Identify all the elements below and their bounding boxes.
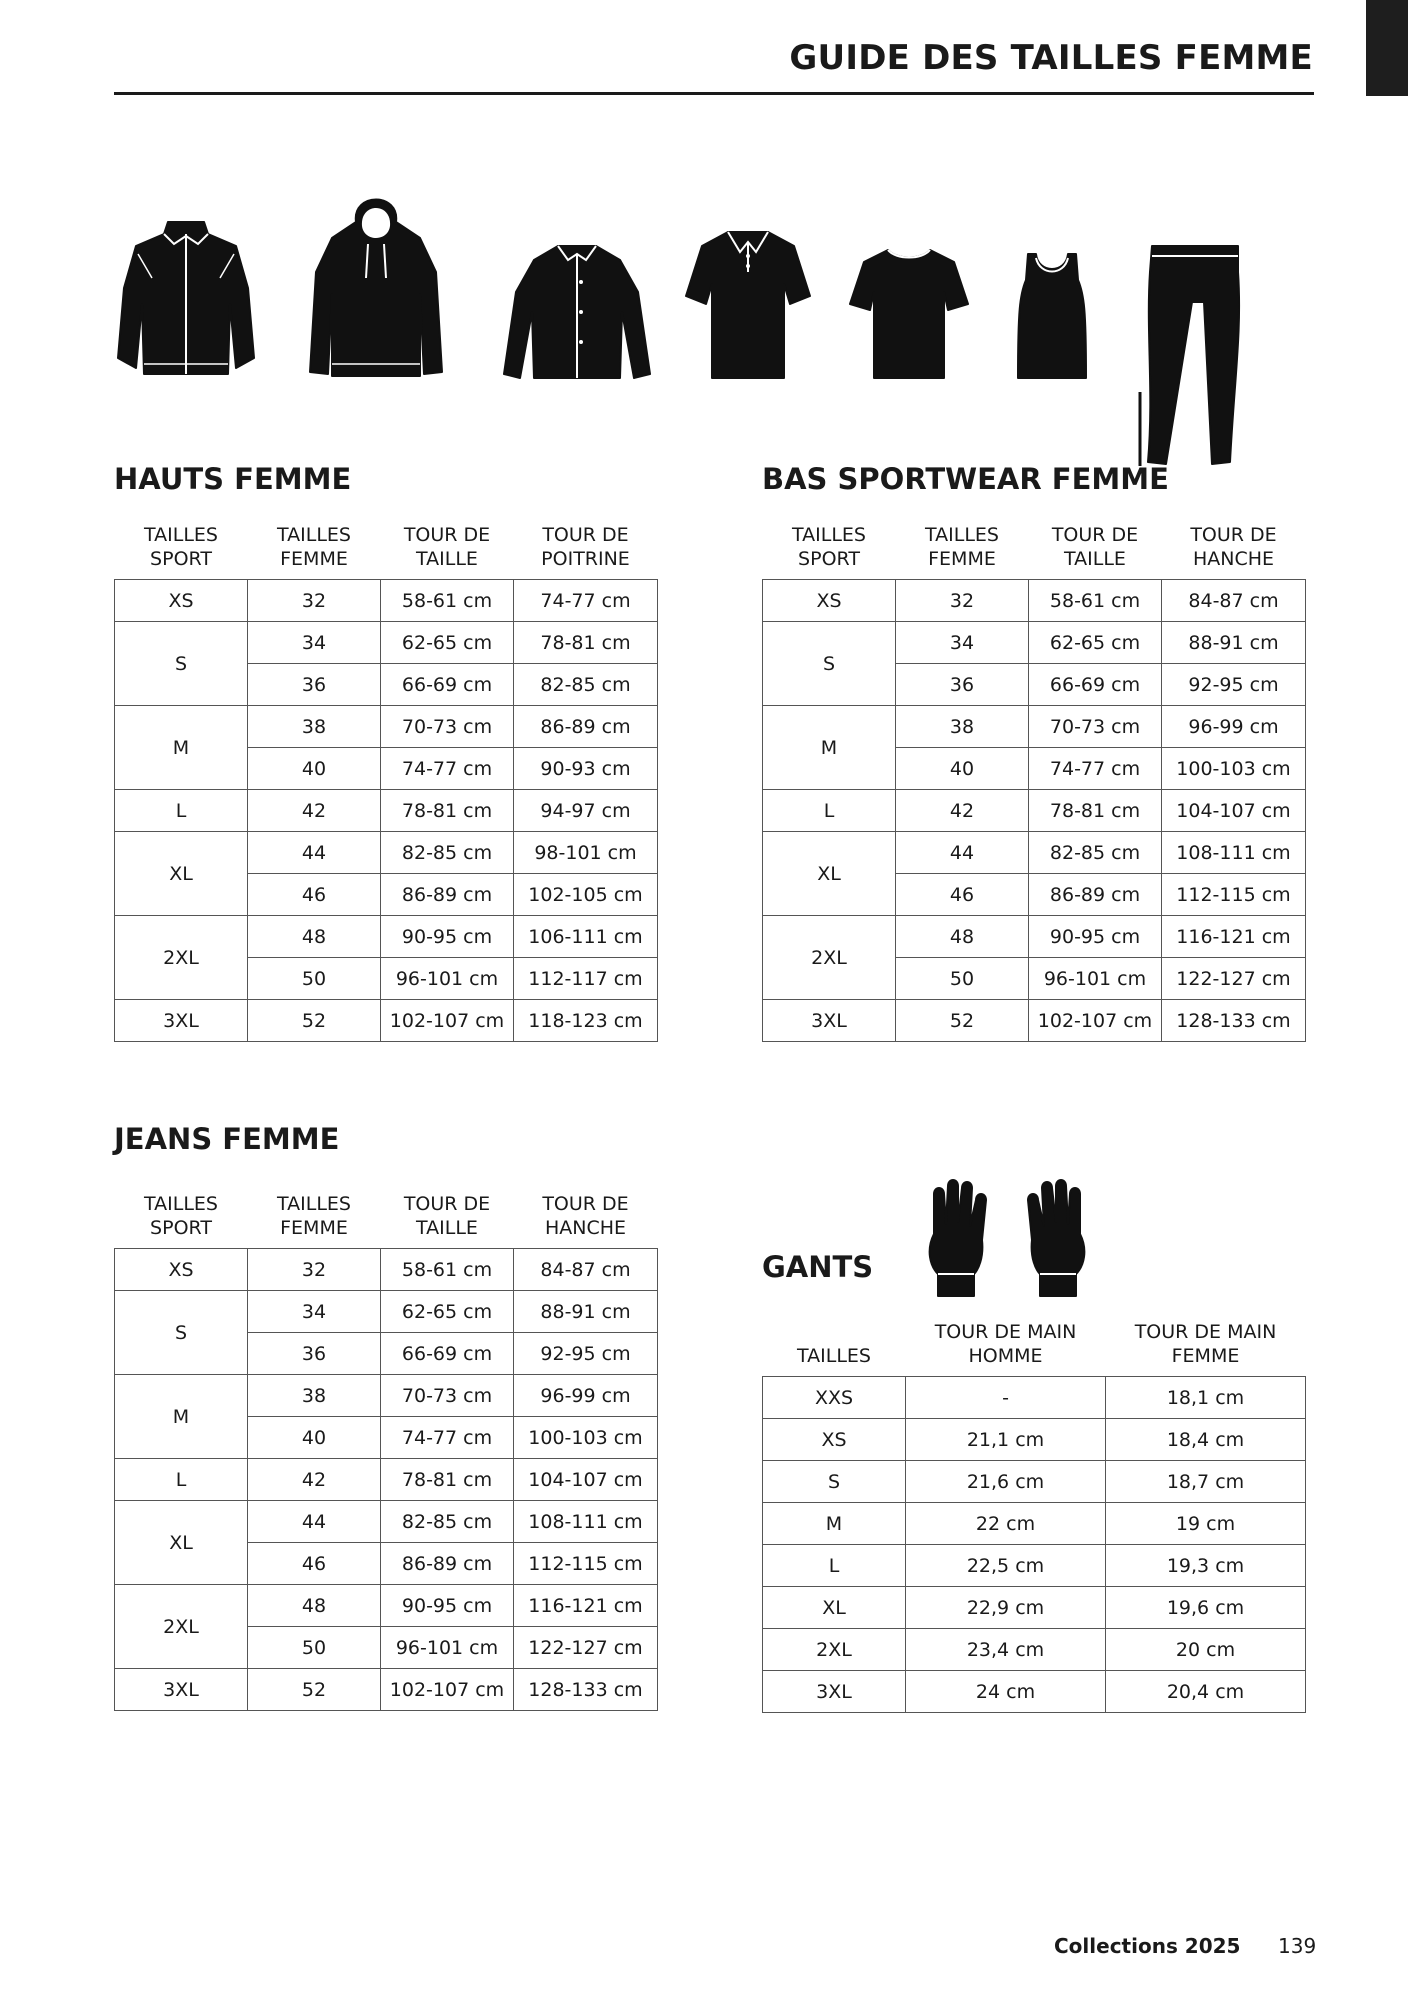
bas-size-table bbox=[762, 523, 1306, 1042]
table-cell: 23,4 cm bbox=[906, 1629, 1106, 1671]
table-cell: 116-121 cm bbox=[1162, 916, 1306, 958]
table-cell: 18,4 cm bbox=[1106, 1419, 1306, 1461]
bas-title: BAS SPORTWEAR FEMME bbox=[762, 462, 1169, 496]
table-cell: 50 bbox=[248, 1627, 381, 1669]
table-cell: 34 bbox=[248, 622, 381, 664]
table-cell: 128-133 cm bbox=[1162, 1000, 1306, 1042]
table-row bbox=[763, 706, 1306, 748]
table-cell: 62-65 cm bbox=[381, 622, 514, 664]
column-header-line: TAILLES bbox=[277, 1193, 351, 1215]
table-cell: 46 bbox=[896, 874, 1029, 916]
size-sport-cell: 2XL bbox=[115, 1585, 248, 1669]
table-cell: 90-95 cm bbox=[381, 916, 514, 958]
table-cell: 96-101 cm bbox=[1029, 958, 1162, 1000]
column-header bbox=[896, 523, 1029, 580]
table-cell: 38 bbox=[248, 706, 381, 748]
column-header-line: TOUR DE bbox=[542, 524, 629, 546]
column-header-line: HOMME bbox=[968, 1345, 1043, 1367]
column-header bbox=[1029, 523, 1162, 580]
table-row bbox=[115, 1291, 658, 1333]
size-sport-cell: S bbox=[115, 1291, 248, 1375]
table-row bbox=[763, 1671, 1306, 1713]
table-cell: L bbox=[763, 1545, 906, 1587]
table-cell: 42 bbox=[896, 790, 1029, 832]
table-cell: 102-107 cm bbox=[1029, 1000, 1162, 1042]
tank-top-icon bbox=[1016, 250, 1088, 382]
column-header-line: TAILLES bbox=[144, 524, 218, 546]
table-cell: 86-89 cm bbox=[381, 874, 514, 916]
table-cell: 38 bbox=[248, 1375, 381, 1417]
table-row bbox=[763, 1377, 1306, 1419]
table-cell: 70-73 cm bbox=[1029, 706, 1162, 748]
corner-tab bbox=[1366, 0, 1408, 96]
table-cell: - bbox=[906, 1377, 1106, 1419]
footer-brand: Collections 2025 bbox=[1054, 1934, 1241, 1958]
table-cell: 108-111 cm bbox=[1162, 832, 1306, 874]
table-cell: 96-101 cm bbox=[381, 958, 514, 1000]
column-header bbox=[514, 1192, 658, 1249]
size-sport-cell: S bbox=[115, 622, 248, 706]
table-row bbox=[763, 1419, 1306, 1461]
table-row bbox=[115, 622, 658, 664]
table-cell: 82-85 cm bbox=[381, 832, 514, 874]
table-cell: 34 bbox=[248, 1291, 381, 1333]
header-rule bbox=[114, 92, 1314, 95]
table-cell: 90-93 cm bbox=[514, 748, 658, 790]
table-cell: 74-77 cm bbox=[381, 748, 514, 790]
table-row bbox=[115, 1000, 658, 1042]
column-header-line: TAILLES bbox=[925, 524, 999, 546]
table-cell: 22 cm bbox=[906, 1503, 1106, 1545]
column-header-line: FEMME bbox=[1171, 1345, 1240, 1367]
column-header-line: TOUR DE MAIN bbox=[1134, 1321, 1277, 1343]
table-cell: 42 bbox=[248, 1459, 381, 1501]
table-row bbox=[115, 790, 658, 832]
table-row bbox=[115, 1459, 658, 1501]
table-cell: 52 bbox=[248, 1669, 381, 1711]
column-header-line: TAILLES bbox=[792, 524, 866, 546]
table-cell: 102-105 cm bbox=[514, 874, 658, 916]
size-sport-cell: 3XL bbox=[763, 1000, 896, 1042]
column-header bbox=[1106, 1320, 1306, 1377]
table-cell: 78-81 cm bbox=[381, 1459, 514, 1501]
table-cell: 78-81 cm bbox=[381, 790, 514, 832]
table-cell: 74-77 cm bbox=[1029, 748, 1162, 790]
table-cell: 70-73 cm bbox=[381, 706, 514, 748]
table-cell: 96-101 cm bbox=[381, 1627, 514, 1669]
table-row bbox=[115, 916, 658, 958]
column-header-line: TAILLE bbox=[1064, 548, 1126, 570]
column-header-line: FEMME bbox=[280, 548, 348, 570]
table-cell: 52 bbox=[896, 1000, 1029, 1042]
table-row bbox=[115, 1249, 658, 1291]
table-cell: 86-89 cm bbox=[381, 1543, 514, 1585]
table-row bbox=[763, 580, 1306, 622]
gants-size-table bbox=[762, 1320, 1306, 1713]
size-sport-cell: L bbox=[115, 1459, 248, 1501]
size-sport-cell: 3XL bbox=[115, 1000, 248, 1042]
table-row bbox=[763, 622, 1306, 664]
column-header-line: FEMME bbox=[928, 548, 996, 570]
table-cell: 96-99 cm bbox=[1162, 706, 1306, 748]
column-header bbox=[763, 1320, 906, 1377]
column-header-line: TAILLES bbox=[797, 1345, 871, 1367]
column-header-line: TOUR DE bbox=[1190, 524, 1277, 546]
table-cell: 82-85 cm bbox=[514, 664, 658, 706]
size-sport-cell: 3XL bbox=[115, 1669, 248, 1711]
jeans-title: JEANS FEMME bbox=[114, 1122, 340, 1156]
column-header bbox=[115, 523, 248, 580]
table-cell: 88-91 cm bbox=[1162, 622, 1306, 664]
table-row bbox=[115, 832, 658, 874]
table-cell: 40 bbox=[248, 748, 381, 790]
table-cell: 44 bbox=[248, 832, 381, 874]
size-sport-cell: S bbox=[763, 622, 896, 706]
size-sport-cell: L bbox=[115, 790, 248, 832]
size-sport-cell: XS bbox=[115, 580, 248, 622]
table-row bbox=[115, 1585, 658, 1627]
table-cell: M bbox=[763, 1503, 906, 1545]
table-cell: 36 bbox=[896, 664, 1029, 706]
table-cell: 112-115 cm bbox=[1162, 874, 1306, 916]
column-header-line: TOUR DE MAIN bbox=[934, 1321, 1077, 1343]
column-header-line: HANCHE bbox=[544, 1217, 627, 1239]
table-cell: 74-77 cm bbox=[514, 580, 658, 622]
table-row bbox=[115, 1375, 658, 1417]
table-cell: 78-81 cm bbox=[514, 622, 658, 664]
column-header-line: SPORT bbox=[150, 548, 212, 570]
jacket-icon bbox=[116, 218, 256, 380]
table-cell: 112-117 cm bbox=[514, 958, 658, 1000]
table-cell: 92-95 cm bbox=[514, 1333, 658, 1375]
table-cell: 122-127 cm bbox=[1162, 958, 1306, 1000]
table-cell: 66-69 cm bbox=[1029, 664, 1162, 706]
table-cell: 2XL bbox=[763, 1629, 906, 1671]
table-cell: 40 bbox=[896, 748, 1029, 790]
table-cell: 20 cm bbox=[1106, 1629, 1306, 1671]
column-header-line: TAILLE bbox=[416, 1217, 478, 1239]
table-cell: 38 bbox=[896, 706, 1029, 748]
glove-icon bbox=[1024, 1178, 1090, 1298]
column-header-line: TAILLES bbox=[144, 1193, 218, 1215]
column-header bbox=[763, 523, 896, 580]
table-cell: 21,1 cm bbox=[906, 1419, 1106, 1461]
table-cell: 86-89 cm bbox=[514, 706, 658, 748]
column-header-line: HANCHE bbox=[1192, 548, 1275, 570]
glove-icon bbox=[924, 1178, 990, 1298]
table-cell: 102-107 cm bbox=[381, 1669, 514, 1711]
table-cell: 112-115 cm bbox=[514, 1543, 658, 1585]
column-header bbox=[248, 1192, 381, 1249]
table-cell: 62-65 cm bbox=[1029, 622, 1162, 664]
table-cell: 48 bbox=[248, 1585, 381, 1627]
column-header bbox=[248, 523, 381, 580]
hauts-title: HAUTS FEMME bbox=[114, 462, 352, 496]
table-cell: 92-95 cm bbox=[1162, 664, 1306, 706]
size-sport-cell: XS bbox=[115, 1249, 248, 1291]
table-row bbox=[763, 1629, 1306, 1671]
table-cell: 24 cm bbox=[906, 1671, 1106, 1713]
table-cell: 50 bbox=[248, 958, 381, 1000]
column-header-line: FEMME bbox=[280, 1217, 348, 1239]
hauts-size-table bbox=[114, 523, 658, 1042]
table-cell: 58-61 cm bbox=[381, 580, 514, 622]
table-cell: 3XL bbox=[763, 1671, 906, 1713]
gants-title: GANTS bbox=[762, 1250, 874, 1284]
table-cell: 118-123 cm bbox=[514, 1000, 658, 1042]
table-cell: 86-89 cm bbox=[1029, 874, 1162, 916]
table-cell: 36 bbox=[248, 1333, 381, 1375]
jeans-size-table bbox=[114, 1192, 658, 1711]
table-cell: 46 bbox=[248, 874, 381, 916]
table-cell: 32 bbox=[248, 580, 381, 622]
table-cell: 70-73 cm bbox=[381, 1375, 514, 1417]
table-cell: 58-61 cm bbox=[381, 1249, 514, 1291]
table-cell: XXS bbox=[763, 1377, 906, 1419]
table-cell: 84-87 cm bbox=[1162, 580, 1306, 622]
table-cell: S bbox=[763, 1461, 906, 1503]
table-row bbox=[115, 706, 658, 748]
table-cell: 46 bbox=[248, 1543, 381, 1585]
table-row bbox=[763, 1587, 1306, 1629]
table-cell: 32 bbox=[248, 1249, 381, 1291]
shirt-icon bbox=[502, 242, 652, 382]
table-cell: 78-81 cm bbox=[1029, 790, 1162, 832]
table-row bbox=[763, 1503, 1306, 1545]
table-cell: 66-69 cm bbox=[381, 664, 514, 706]
table-cell: XL bbox=[763, 1587, 906, 1629]
table-cell: 34 bbox=[896, 622, 1029, 664]
size-sport-cell: L bbox=[763, 790, 896, 832]
table-cell: 18,1 cm bbox=[1106, 1377, 1306, 1419]
table-cell: 100-103 cm bbox=[514, 1417, 658, 1459]
table-row bbox=[763, 1461, 1306, 1503]
column-header-line: TOUR DE bbox=[542, 1193, 629, 1215]
page-number: 139 bbox=[1278, 1934, 1317, 1958]
table-cell: 98-101 cm bbox=[514, 832, 658, 874]
tshirt-icon bbox=[848, 246, 970, 382]
table-cell: 19,3 cm bbox=[1106, 1545, 1306, 1587]
size-sport-cell: XL bbox=[763, 832, 896, 916]
column-header bbox=[514, 523, 658, 580]
table-cell: 66-69 cm bbox=[381, 1333, 514, 1375]
column-header-line: SPORT bbox=[150, 1217, 212, 1239]
column-header-line: POITRINE bbox=[541, 548, 630, 570]
column-header bbox=[381, 523, 514, 580]
table-cell: 32 bbox=[896, 580, 1029, 622]
size-sport-cell: M bbox=[763, 706, 896, 790]
table-row bbox=[763, 832, 1306, 874]
table-cell: 104-107 cm bbox=[514, 1459, 658, 1501]
size-sport-cell: M bbox=[115, 706, 248, 790]
table-cell: 82-85 cm bbox=[381, 1501, 514, 1543]
table-cell: 104-107 cm bbox=[1162, 790, 1306, 832]
column-header bbox=[115, 1192, 248, 1249]
size-sport-cell: XS bbox=[763, 580, 896, 622]
table-cell: 42 bbox=[248, 790, 381, 832]
table-row bbox=[763, 1000, 1306, 1042]
table-cell: 90-95 cm bbox=[1029, 916, 1162, 958]
table-cell: 48 bbox=[896, 916, 1029, 958]
table-cell: 96-99 cm bbox=[514, 1375, 658, 1417]
table-cell: 90-95 cm bbox=[381, 1585, 514, 1627]
table-cell: 106-111 cm bbox=[514, 916, 658, 958]
table-row bbox=[115, 1501, 658, 1543]
table-cell: 36 bbox=[248, 664, 381, 706]
table-row bbox=[763, 790, 1306, 832]
table-cell: 74-77 cm bbox=[381, 1417, 514, 1459]
table-cell: 58-61 cm bbox=[1029, 580, 1162, 622]
table-cell: 50 bbox=[896, 958, 1029, 1000]
table-cell: 100-103 cm bbox=[1162, 748, 1306, 790]
table-cell: 22,5 cm bbox=[906, 1545, 1106, 1587]
table-cell: XS bbox=[763, 1419, 906, 1461]
table-cell: 40 bbox=[248, 1417, 381, 1459]
table-cell: 102-107 cm bbox=[381, 1000, 514, 1042]
table-cell: 48 bbox=[248, 916, 381, 958]
table-cell: 94-97 cm bbox=[514, 790, 658, 832]
column-header-line: TOUR DE bbox=[1051, 524, 1139, 546]
table-cell: 84-87 cm bbox=[514, 1249, 658, 1291]
table-cell: 88-91 cm bbox=[514, 1291, 658, 1333]
size-sport-cell: XL bbox=[115, 1501, 248, 1585]
table-row bbox=[115, 1669, 658, 1711]
column-header-line: SPORT bbox=[798, 548, 860, 570]
table-cell: 21,6 cm bbox=[906, 1461, 1106, 1503]
hoodie-icon bbox=[308, 182, 444, 382]
table-cell: 18,7 cm bbox=[1106, 1461, 1306, 1503]
table-cell: 122-127 cm bbox=[514, 1627, 658, 1669]
leggings-icon bbox=[1138, 242, 1254, 466]
table-cell: 52 bbox=[248, 1000, 381, 1042]
table-cell: 22,9 cm bbox=[906, 1587, 1106, 1629]
table-cell: 128-133 cm bbox=[514, 1669, 658, 1711]
table-cell: 19,6 cm bbox=[1106, 1587, 1306, 1629]
table-row bbox=[763, 1545, 1306, 1587]
column-header-line: TOUR DE bbox=[403, 1193, 491, 1215]
column-header-line: TOUR DE bbox=[403, 524, 491, 546]
column-header-line: TAILLES bbox=[277, 524, 351, 546]
table-cell: 20,4 cm bbox=[1106, 1671, 1306, 1713]
table-cell: 19 cm bbox=[1106, 1503, 1306, 1545]
size-sport-cell: 2XL bbox=[115, 916, 248, 1000]
table-row bbox=[115, 580, 658, 622]
column-header bbox=[906, 1320, 1106, 1377]
column-header bbox=[381, 1192, 514, 1249]
polo-icon bbox=[684, 226, 812, 382]
table-cell: 44 bbox=[896, 832, 1029, 874]
table-row bbox=[763, 916, 1306, 958]
column-header-line: TAILLE bbox=[416, 548, 478, 570]
table-cell: 82-85 cm bbox=[1029, 832, 1162, 874]
table-cell: 44 bbox=[248, 1501, 381, 1543]
size-sport-cell: 2XL bbox=[763, 916, 896, 1000]
page-title: GUIDE DES TAILLES FEMME bbox=[789, 38, 1313, 78]
size-sport-cell: XL bbox=[115, 832, 248, 916]
table-cell: 116-121 cm bbox=[514, 1585, 658, 1627]
column-header bbox=[1162, 523, 1306, 580]
table-cell: 62-65 cm bbox=[381, 1291, 514, 1333]
table-cell: 108-111 cm bbox=[514, 1501, 658, 1543]
size-sport-cell: M bbox=[115, 1375, 248, 1459]
